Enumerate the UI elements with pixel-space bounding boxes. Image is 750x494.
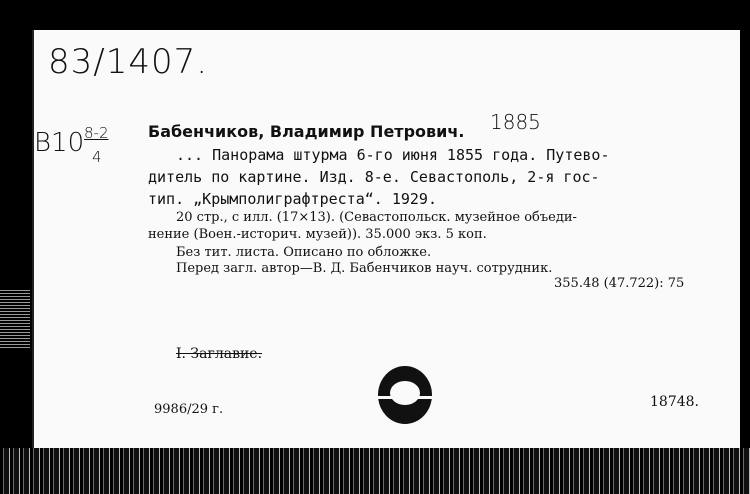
scan-edge-noise bbox=[0, 290, 30, 350]
title-line-2: дитель по картине. Изд. 8-е. Севастополь, 2-я гос- bbox=[148, 168, 600, 186]
notes-line-2: нение (Воен.-историч. музей)). 35.000 экз. 5 коп. bbox=[148, 227, 487, 242]
record-number: 18748. bbox=[650, 394, 699, 410]
scan-bottom-noise bbox=[0, 448, 750, 494]
title-line-3: тип. „Крымполиграфтреста“. 1929. bbox=[148, 190, 437, 208]
classification-code: 355.48 (47.722): 75 bbox=[554, 276, 685, 291]
library-catalog-card bbox=[32, 30, 740, 448]
handwritten-accession-number: 83/1407. bbox=[48, 42, 209, 82]
tracing-entry: I. Заглавие. bbox=[176, 346, 263, 362]
author-heading: Бабенчиков, Владимир Петрович. bbox=[148, 122, 465, 141]
punch-hole-stamp bbox=[378, 366, 432, 424]
notes-line-1: 20 стр., с илл. (17×13). (Севастопольск. музейное объеди- bbox=[176, 210, 577, 225]
notes-line-3: Без тит. листа. Описано по обложке. bbox=[176, 245, 432, 260]
handwritten-birth-year: 1885 bbox=[490, 110, 541, 134]
title-line-1: ... Панорама штурма 6-го июня 1855 года. Путево- bbox=[176, 146, 610, 164]
shelfmark-bottom: 4 bbox=[92, 148, 102, 166]
shelfmark-top: 8-2 bbox=[84, 124, 109, 142]
shelfmark-main: B10 bbox=[34, 128, 85, 158]
card-number: 9986/29 г. bbox=[154, 402, 224, 417]
handwritten-shelfmark bbox=[34, 128, 84, 158]
notes-line-4: Перед загл. автор—В. Д. Бабенчиков науч. сотрудник. bbox=[176, 261, 553, 276]
